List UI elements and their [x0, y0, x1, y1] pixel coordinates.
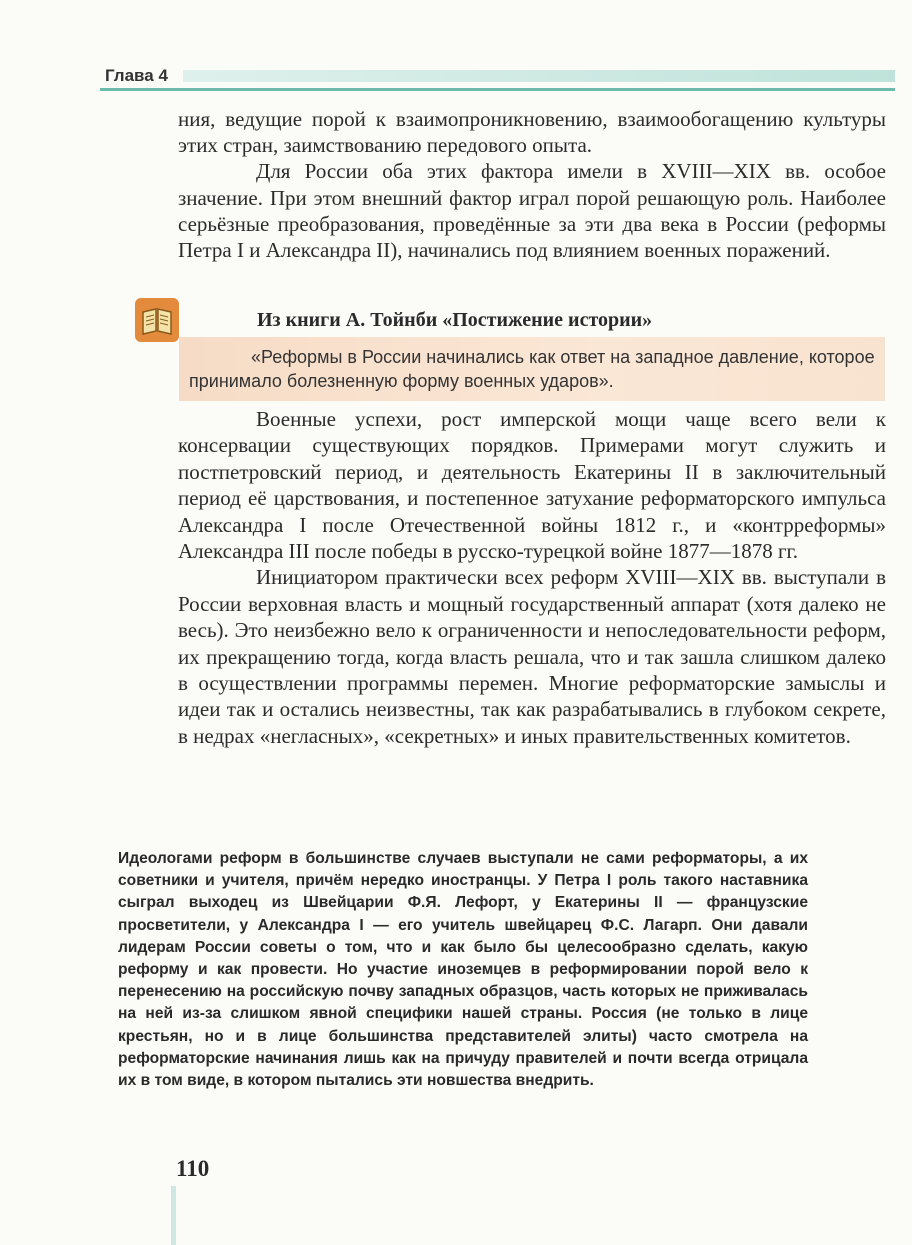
- main-text-top: [178, 106, 886, 263]
- chapter-label: Глава 4: [105, 66, 168, 85]
- header-band: [183, 70, 895, 82]
- paragraph: Военные успехи, рост имперской мощи чаще всего вели к консервации существующих порядков. Примерами могут служить и постпетровский период, и деятельность Екатерины II в заключительный период её царствования, и постепенное затухание реформаторского импульса Александра I после Отечественной войны 1812 г., и «контрреформы» Александра III после победы в русско-турецкой войне 1877—1878 гг.: [178, 407, 886, 564]
- paragraph: ния, ведущие порой к взаимопроникновению, взаимообогащению культуры этих стран, заимствованию передового опыта.: [178, 107, 886, 158]
- quote-text: «Реформы в России начинались как ответ на западное давление, которое принимало болезненную форму военных ударов».: [189, 347, 875, 391]
- page-header: [105, 66, 895, 96]
- page-number: 110: [176, 1156, 210, 1181]
- page-edge-strip: [171, 1186, 176, 1245]
- main-text-bottom: [178, 406, 886, 749]
- sidebar-note: Идеологами реформ в большинстве случаев выступали не сами реформаторы, а их советники и учителя, причём нередко иностранцы. У Петра I роль такого наставника сыграл выходец из Швейцарии Ф.Я. Лефорт, у Екатерины II — французские просветители, у Александра I — его учитель швейцарец Ф.С. Лагарп. Они давали лидерам России советы о том, что и как было бы целесообразно сделать, какую реформу и как провести. Но участие иноземцев в реформировании порой вело к перенесению на российскую почву западных образцов, часть которых не приживалась на ней из-за слишком явной специфики нашей страны. Россия (не только в лице крестьян, но и в лице большинства представителей элиты) часто смотрела на реформаторские начинания лишь как на причуду правителей и почти всегда отрицала их в том виде, в котором пытались эти новшества внедрить.: [118, 850, 808, 1090]
- paragraph: Инициатором практически всех реформ XVIII—XIX вв. выступали в России верховная власть и мощный государственный аппарат (хотя далеко не весь). Это неизбежно вело к ограниченности и непоследовательности реформ, их прекращению тогда, когда власть решала, что и так зашла слишком далеко в осуществлении программы перемен. Многие реформаторские замыслы и идеи так и остались неизвестны, так как разрабатывались в глубоком секрете, в недрах «негласных», «секретных» и иных правительственных комитетов.: [178, 565, 886, 748]
- header-rule: [100, 88, 895, 91]
- quote-box: [179, 337, 885, 401]
- book-icon: [135, 298, 179, 342]
- source-title: Из книги А. Тойнби «Постижение истории»: [257, 309, 653, 331]
- paragraph: Для России оба этих фактора имели в XVIII—XIX вв. особое значение. При этом внешний фактор играл порой решающую роль. Наиболее серьёзные преобразования, проведённые за эти два века в России (реформы Петра I и Александра II), начинались под влиянием военных поражений.: [178, 159, 886, 263]
